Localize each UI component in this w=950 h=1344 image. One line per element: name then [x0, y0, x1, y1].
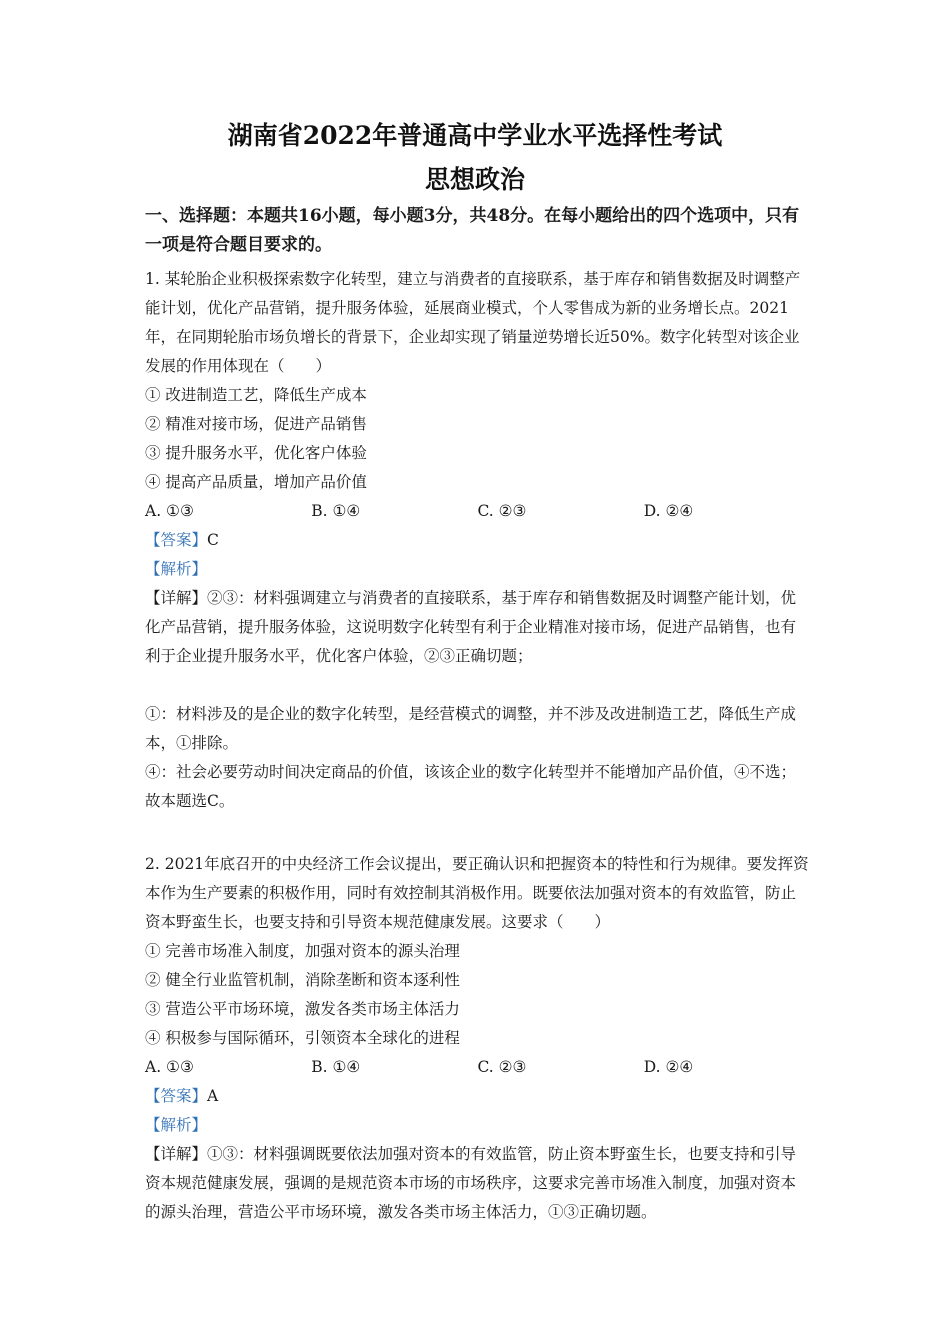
- answer-options: [145, 1053, 810, 1082]
- detail-text: ①③：材料强调既要依法加强对资本的有效监管，防止资本野蛮生长，也要支持和引导资本规范健康发展，强调的是规范资本市场的市场秩序，这要求完善市场准入制度，加强对资本的源头治理，营造公平市场环境，激发各类市场主体活力，①③正确切题。: [145, 1145, 797, 1221]
- exam-subject: 思想政治: [424, 165, 525, 194]
- option-a: A. ①③: [145, 1058, 194, 1076]
- paragraph-gap: [145, 671, 810, 700]
- statement-item: ④ 积极参与国际循环，引领资本全球化的进程: [145, 1029, 460, 1047]
- answer-tag: 【答案】: [145, 531, 208, 549]
- detail-tag: 【详解】: [145, 1145, 208, 1163]
- answer-line: [145, 526, 810, 555]
- answer-value: A: [207, 1087, 219, 1105]
- statement-item: ④ 提高产品质量，增加产品价值: [145, 473, 367, 491]
- option-a: A. ①③: [145, 502, 194, 520]
- statement-item: ① 改进制造工艺，降低生产成本: [145, 386, 367, 404]
- conclusion: 故本题选C。: [145, 792, 235, 810]
- detail-paragraph: [145, 1140, 810, 1227]
- answer-line: [145, 1082, 810, 1111]
- detail-tag: 【详解】: [145, 589, 208, 607]
- detail-text: ②③：材料强调建立与消费者的直接联系，基于库存和销售数据及时调整产能计划，优化产品营销，提升服务体验，这说明数字化转型有利于企业精准对接市场，促进产品销售，也有利于企业提升服务水平，优化客户体验，②③正确切题；: [145, 589, 797, 665]
- analysis-tag: 【解析】: [145, 1116, 208, 1134]
- question-2: [145, 850, 810, 1227]
- exclusion-paragraph: ①：材料涉及的是企业的数字化转型，是经营模式的调整，并不涉及改进制造工艺，降低生产成本，①排除。: [145, 705, 797, 752]
- statement-item: ① 完善市场准入制度，加强对资本的源头治理: [145, 942, 460, 960]
- option-c: C. ②③: [477, 502, 527, 520]
- option-d: D. ②④: [643, 502, 694, 520]
- statement-item: ② 精准对接市场，促进产品销售: [145, 415, 367, 433]
- option-d: D. ②④: [643, 1058, 694, 1076]
- answer-tag: 【答案】: [145, 1087, 208, 1105]
- analysis-tag: 【解析】: [145, 560, 208, 578]
- exam-title: 湖南省2022年普通高中学业水平选择性考试: [227, 121, 723, 150]
- answer-options: [145, 497, 810, 526]
- question-1: [145, 265, 810, 816]
- question-stem: 2. 2021年底召开的中央经济工作会议提出，要正确认识和把握资本的特性和行为规律。要发挥资本作为生产要素的积极作用，同时有效控制其消极作用。既要依法加强对资本的有效监管，防止资本野蛮生长，也要支持和引导资本规范健康发展。这要求（ ）: [145, 855, 809, 931]
- option-b: B. ①④: [311, 1058, 361, 1076]
- option-c: C. ②③: [477, 1058, 527, 1076]
- answer-value: C: [207, 531, 219, 549]
- analysis-line: [145, 555, 810, 584]
- option-b: B. ①④: [311, 502, 361, 520]
- detail-paragraph: [145, 584, 810, 671]
- statement-item: ② 健全行业监管机制，消除垄断和资本逐利性: [145, 971, 460, 989]
- statement-item: ③ 提升服务水平，优化客户体验: [145, 444, 367, 462]
- analysis-line: [145, 1111, 810, 1140]
- question-stem: 1. 某轮胎企业积极探索数字化转型，建立与消费者的直接联系，基于库存和销售数据及时调整产能计划，优化产品营销，提升服务体验，延展商业模式，个人零售成为新的业务增长点。2021年，在同期轮胎市场负增长的背景下，企业却实现了销量逆势增长近50%。数字化转型对该企业发展的作用体现在（ ）: [145, 270, 801, 375]
- statement-item: ③ 营造公平市场环境，激发各类市场主体活力: [145, 1000, 460, 1018]
- section-header: 一、选择题：本题共16小题，每小题3分，共48分。在每小题给出的四个选项中，只有一项是符合题目要求的。: [145, 206, 800, 255]
- exclusion-paragraph: ④：社会必要劳动时间决定商品的价值，该该企业的数字化转型并不能增加产品价值，④不选；: [145, 763, 797, 781]
